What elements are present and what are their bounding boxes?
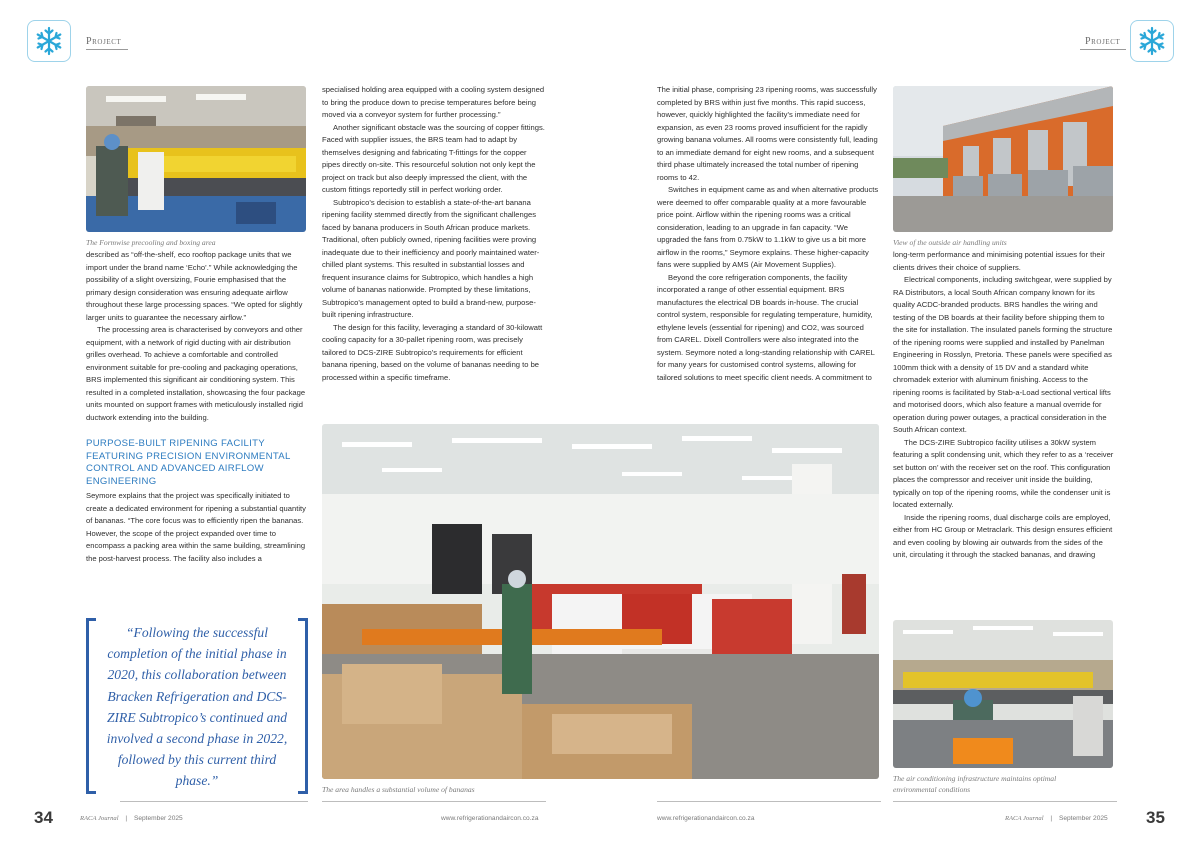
quote-bracket-right	[298, 618, 308, 794]
paragraph: The processing area is characterised by conveyors and other equipment, with a network of rigid ducting with air distribution grilles overhead. To achieve a comfortable and controlled environment suitable for pre-cooling and packaging operations, BRS implemented this significant air conditioning system. This resulted in a completed installation, showcasing the four package units mounted on support frames with meticulously installed rigid ductwork extending into the building.	[86, 325, 306, 422]
footer-rule	[657, 801, 881, 802]
page-number: 34	[34, 808, 53, 827]
footer-rule	[322, 801, 546, 802]
pull-quote-text: “Following the successful completion of the initial phase in 2020, this collaboration between Bracken Refrigeration and DCS-ZIRE Subtropico’s continued and involved a second phase in 2022, followed by this current third phase.”	[106, 625, 288, 789]
section-label: Project	[86, 36, 122, 47]
footer-url[interactable]: www.refrigerationandaircon.co.za	[657, 815, 755, 822]
paragraph: Subtropico’s decision to establish a state-of-the-art banana ripening facility stemmed directly from the significant challenges faced by banana producers in South African produce markets. Traditional, often publicly owned, ripening facilities were proving inadequate due to their inefficiency and poorly maintained water-chilled plant systems. This resulted in substantial losses and frequent insurance claims for Subtropico, which handles a high volume of bananas nationwide. Prompted by these limitations, Subtropico’s management opted to build a brand-new, purpose-built ripening infrastructure.	[322, 197, 540, 319]
section-rule	[1080, 49, 1126, 50]
pull-quote	[86, 618, 308, 794]
paragraph: described as “off-the-shelf, eco rooftop package units that we import under the brand name ‘Echo’.” While acknowledging the possibility of a slight oversizing, Fourie emphasised that the primary design consideration was ensuring adequate airflow throughout these large processing spaces. “We opted for slightly larger units to guarantee the necessary airflow.”	[86, 250, 303, 322]
photo-caption: View of the outside air handling units	[893, 238, 1007, 247]
paragraph: Switches in equipment came as and when alternative products were deemed to offer comparable quality at a more favourable price point. Airflow within the ripening rooms was a critical consideration, leading to an upgrade in fan capacity. “We upgraded the fans from 0.75kW to 1.1kW to give us a bit more airflow in the rooms,” Seymore explains. These higher-capacity fans were supplied by AMS (Air Movement Supplies).	[657, 185, 879, 269]
paragraph: Another significant obstacle was the sourcing of copper fittings. Faced with supplier issues, the BRS team had to adapt by themselves designing and fabricating T-fittings for the copper pipes directly on-site. This resourceful solution not only kept the project on track but also deeply impressed the client, with the custom fittings reportedly still in perfect working order.	[322, 122, 545, 194]
right-page	[600, 0, 1200, 849]
paragraph: Electrical components, including switchgear, were supplied by RA Distributors, a local South African company known for its quality ACDC-branded products. BRS handles the wiring and testing of the DB boards at their facility before shipping them to the site for installation. The insulated panels forming the structure of the ripening rooms were supplied and installed by Panelman Engineering in Rosslyn, Pretoria. These panels were specified as 100mm thick with a density of 15 DV and a standard white chromadek exterior with aluminum finishing. Access to the ripening rooms is facilitated by Stab-a-Load sectional vertical lifts and motorised doors, which also feature a manual override for operation during power outages, a practical consideration in the South African context.	[893, 275, 1113, 434]
paragraph: specialised holding area equipped with a cooling system designed to bring the produce down to precise temperatures before being moved via a conveyor system for further processing.”	[322, 85, 545, 119]
section-label: Project	[1085, 36, 1121, 47]
journal-name: RACA Journal	[1005, 815, 1044, 822]
paragraph: long-term performance and minimising potential issues for their clients drives their choice of suppliers.	[893, 250, 1105, 272]
footer-rule	[893, 801, 1117, 802]
text-column-4	[893, 249, 1115, 562]
photo-caption: The area handles a substantial volume of bananas	[322, 785, 475, 794]
journal-name: RACA Journal	[80, 815, 119, 822]
page-number: 35	[1146, 808, 1165, 827]
snowflake-icon	[33, 25, 65, 57]
photo-air-conditioning-infrastructure	[893, 620, 1113, 768]
issue-date: September 2025	[1058, 815, 1108, 822]
quote-bracket-left	[86, 618, 96, 794]
footer-url[interactable]: www.refrigerationandaircon.co.za	[441, 815, 539, 822]
text-column-3	[657, 84, 879, 384]
subheading: PURPOSE-BUILT RIPENING FACILITY FEATURING PRECISION ENVIRONMENTAL CONTROL AND ADVANCED AIRFLOW ENGINEERING	[86, 438, 291, 487]
section-rule	[86, 49, 128, 50]
section-badge-left	[27, 20, 71, 62]
photo-outside-air-handling	[893, 86, 1113, 232]
footer-journal	[1005, 815, 1108, 822]
footer-rule	[120, 801, 308, 802]
photo-caption: The Formwise precooling and boxing area	[86, 238, 216, 247]
paragraph: Seymore explains that the project was specifically initiated to create a dedicated environment for ripening a substantial quantity of bananas. “The core focus was to efficiently ripen the bananas. However, the scope of the project expanded over time to encompass a packing area within the same building, streamlining the post-harvest process. The facility also includes a	[86, 491, 306, 563]
section-badge-right	[1130, 20, 1174, 62]
footer-journal	[80, 815, 183, 822]
paragraph: Inside the ripening rooms, dual discharge coils are employed, either from HC Group or Metraclark. This design ensures efficient and even cooling by blowing air outwards from the sides of the unit, circulating it through the stacked bananas, and drawing	[893, 512, 1113, 559]
paragraph: The DCS-ZIRE Subtropico facility utilises a 30kW system featuring a split condensing unit, which they refer to as a ‘receiver set button on’ with the receiver set on the roof. This configuration places the compressor and receiver unit inside the building, typically on top of the ripening rooms, while the condenser unit is located externally.	[893, 437, 1114, 509]
photo-caption: The air conditioning infrastructure maintains optimal environmental conditions	[893, 774, 1057, 794]
issue-date: September 2025	[133, 815, 183, 822]
snowflake-icon	[1136, 25, 1168, 57]
paragraph: The initial phase, comprising 23 ripening rooms, was successfully completed by BRS within just five months. This rapid success, however, quickly highlighted the facility’s immediate need for expansion, as even 23 rooms proved insufficient for the rapidly growing banana volumes. All rooms were consistently full, leading to an immediate demand for eight new rooms, and a subsequent third phase ultimately increased the total number of ripening rooms to 42.	[657, 85, 878, 182]
paragraph: The design for this facility, leveraging a standard of 30-kilowatt cooling capacity for a 30-pallet ripening room, was precisely tailored to DCS-ZIRE Subtropico’s requirements for efficient banana ripening, based on the volume of bananas needing to be processed within a specific timeframe.	[322, 322, 543, 382]
text-column-2	[322, 84, 546, 384]
footer-separator: |	[125, 815, 128, 822]
footer-separator: |	[1050, 815, 1053, 822]
paragraph: Beyond the core refrigeration components, the facility incorporated a range of other essential equipment. BRS manufactures the electrical DB boards in-house. The crucial control system, responsible for regulating temperature, humidity, ethylene levels (essential for ripening) and CO2, was sourced from CAREL. Dixell Controllers were also integrated into the system. Seymore noted a long-standing relationship with CAREL for many years for customised control systems, allowing for tailored solutions to meet specific client needs. A commitment to	[657, 272, 875, 382]
photo-precooling-area	[86, 86, 306, 232]
text-column-1	[86, 249, 308, 565]
